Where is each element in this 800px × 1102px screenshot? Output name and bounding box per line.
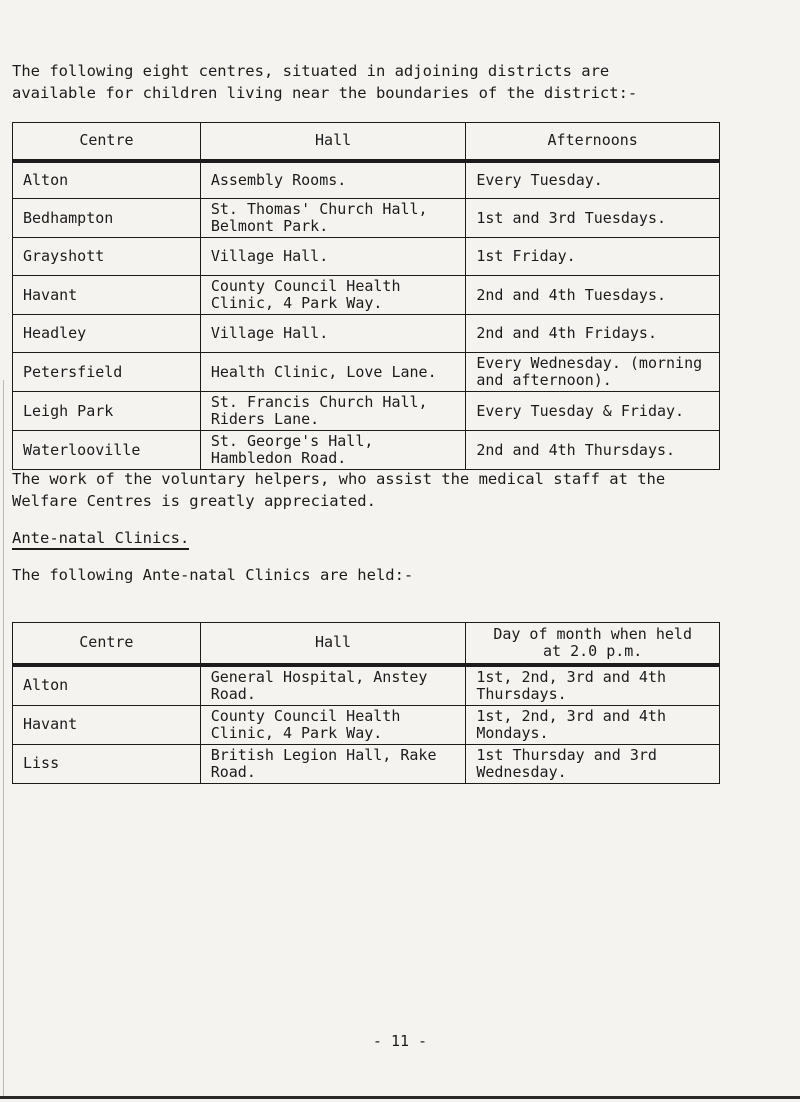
cell-afternoons: Every Tuesday. bbox=[466, 161, 720, 199]
scan-margin-line bbox=[3, 380, 4, 1096]
cell-hall: British Legion Hall, Rake Road. bbox=[200, 744, 466, 783]
table-row bbox=[13, 199, 720, 238]
cell-centre: Havant bbox=[13, 276, 201, 315]
table-row bbox=[13, 276, 720, 315]
cell-hall: St. Thomas' Church Hall, Belmont Park. bbox=[200, 199, 466, 238]
table-row bbox=[13, 161, 720, 199]
cell-centre: Headley bbox=[13, 315, 201, 353]
cell-afternoons: 2nd and 4th Thursdays. bbox=[466, 431, 720, 470]
header-afternoons: Afternoons bbox=[466, 123, 720, 161]
cell-afternoons: Every Tuesday & Friday. bbox=[466, 392, 720, 431]
intro-line-2: available for children living near the boundaries of the district:- bbox=[12, 84, 638, 102]
antenatal-clinics-table bbox=[12, 622, 720, 784]
cell-afternoons: Every Wednesday. (morning and afternoon). bbox=[466, 353, 720, 392]
table-row bbox=[13, 238, 720, 276]
cell-hall: Assembly Rooms. bbox=[200, 161, 466, 199]
antenatal-heading: Ante-natal Clinics. bbox=[12, 528, 189, 550]
cell-hall: Village Hall. bbox=[200, 315, 466, 353]
cell-afternoons: 2nd and 4th Tuesdays. bbox=[466, 276, 720, 315]
cell-centre: Liss bbox=[13, 744, 201, 783]
table-header-row bbox=[13, 123, 720, 161]
cell-hall: Health Clinic, Love Lane. bbox=[200, 353, 466, 392]
cell-hall: St. George's Hall, Hambledon Road. bbox=[200, 431, 466, 470]
cell-day: 1st, 2nd, 3rd and 4th Mondays. bbox=[466, 705, 720, 744]
header-centre: Centre bbox=[13, 123, 201, 161]
intro-paragraph bbox=[12, 60, 772, 104]
cell-centre: Petersfield bbox=[13, 353, 201, 392]
table-header-row bbox=[13, 623, 720, 665]
cell-day: 1st Thursday and 3rd Wednesday. bbox=[466, 744, 720, 783]
cell-hall: Village Hall. bbox=[200, 238, 466, 276]
table-row bbox=[13, 392, 720, 431]
table-row bbox=[13, 315, 720, 353]
cell-afternoons: 2nd and 4th Fridays. bbox=[466, 315, 720, 353]
cell-centre: Alton bbox=[13, 161, 201, 199]
cell-hall: St. Francis Church Hall, Riders Lane. bbox=[200, 392, 466, 431]
table-row bbox=[13, 353, 720, 392]
cell-centre: Alton bbox=[13, 665, 201, 706]
cell-centre: Havant bbox=[13, 705, 201, 744]
table-row bbox=[13, 744, 720, 783]
cell-day: 1st, 2nd, 3rd and 4th Thursdays. bbox=[466, 665, 720, 706]
header-centre: Centre bbox=[13, 623, 201, 665]
header-hall: Hall bbox=[200, 123, 466, 161]
helpers-line-2: Welfare Centres is greatly appreciated. bbox=[12, 492, 376, 510]
table-row bbox=[13, 431, 720, 470]
cell-centre: Leigh Park bbox=[13, 392, 201, 431]
antenatal-intro: The following Ante-natal Clinics are held:- bbox=[12, 566, 414, 584]
intro-line-1: The following eight centres, situated in adjoining districts are bbox=[12, 62, 610, 80]
helpers-paragraph bbox=[12, 468, 772, 512]
cell-centre: Waterlooville bbox=[13, 431, 201, 470]
header-hall: Hall bbox=[200, 623, 466, 665]
table-row bbox=[13, 705, 720, 744]
table-row bbox=[13, 665, 720, 706]
helpers-line-1: The work of the voluntary helpers, who assist the medical staff at the bbox=[12, 470, 666, 488]
header-day-of-month: Day of month when held at 2.0 p.m. bbox=[466, 623, 720, 665]
cell-afternoons: 1st Friday. bbox=[466, 238, 720, 276]
cell-hall: County Council Health Clinic, 4 Park Way. bbox=[200, 276, 466, 315]
cell-centre: Grayshott bbox=[13, 238, 201, 276]
scan-bottom-edge bbox=[0, 1096, 800, 1099]
cell-centre: Bedhampton bbox=[13, 199, 201, 238]
cell-hall: County Council Health Clinic, 4 Park Way. bbox=[200, 705, 466, 744]
welfare-centres-table bbox=[12, 122, 720, 470]
page-number: - 11 - bbox=[372, 1032, 428, 1050]
cell-hall: General Hospital, Anstey Road. bbox=[200, 665, 466, 706]
cell-afternoons: 1st and 3rd Tuesdays. bbox=[466, 199, 720, 238]
